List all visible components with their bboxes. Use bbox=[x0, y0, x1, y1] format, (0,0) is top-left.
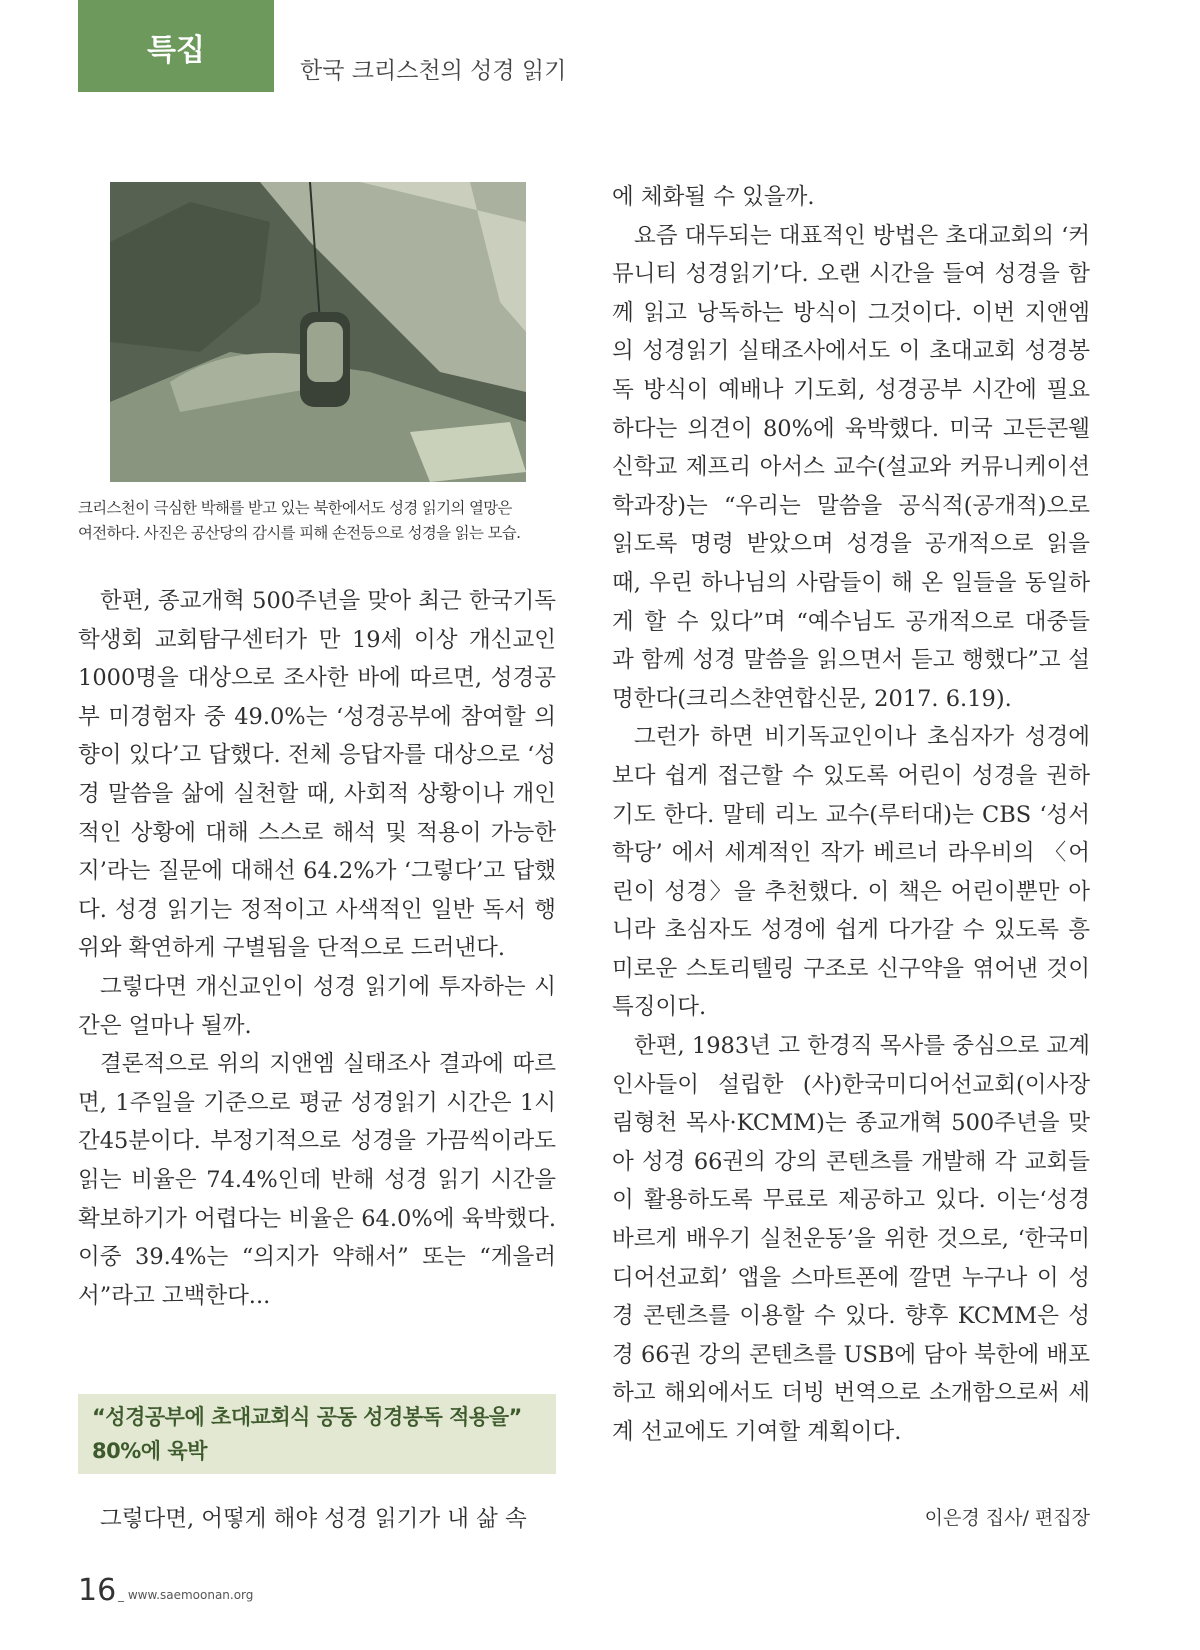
article-right-column bbox=[612, 178, 1090, 1452]
subheading-line: 80%에 육박 bbox=[92, 1439, 207, 1463]
paragraph: 그런가 하면 비기독교인이나 초심자가 성경에 보다 쉽게 접근할 수 있도록 어린이 성경을 권하기도 한다. 말테 리노 교수(루터대)는 CBS ‘성서학당’ 에서 세계적인 작가 베르너 라우비의 〈어린이 성경〉을 추천했다. 이 책은 어린이뿐만 아니라 초심자도 성경에 쉽게 다가갈 수 있도록 흥미로운 스토리텔링 구조로 신구약을 엮어낸 것이 특징이다. bbox=[612, 724, 1090, 1021]
caption-line: 여전하다. 사진은 공산당의 감시를 피해 손전등으로 성경을 읽는 모습. bbox=[78, 524, 521, 542]
photo-flashlight-illustration bbox=[110, 182, 526, 482]
section-title: 한국 크리스천의 성경 읽기 bbox=[300, 58, 567, 84]
article-left-column-continued bbox=[78, 1500, 556, 1539]
footer-url: _ www.saemoonan.org bbox=[118, 1588, 254, 1602]
paragraph: 결론적으로 위의 지앤엠 실태조사 결과에 따르면, 1주일을 기준으로 평균 성경읽기 시간은 1시간45분이다. 부정기적으로 성경을 가끔씩이라도 읽는 비율은 74.4%인데 반해 성경 읽기 시간을 확보하기가 어렵다는 비율은 64.0%에 육박했다. 이중 39.4%는 “의지가 약해서” 또는 “게을러서”라고 고백한다... bbox=[78, 1051, 556, 1309]
paragraph: 에 체화될 수 있을까. bbox=[612, 184, 815, 210]
subheading-line: “성경공부에 초대교회식 공동 성경봉독 적용을” bbox=[92, 1405, 522, 1429]
article-photo bbox=[110, 182, 526, 482]
caption-line: 크리스천이 극심한 박해를 받고 있는 북한에서도 성경 읽기의 열망은 bbox=[78, 499, 512, 517]
section-label: 특집 bbox=[78, 0, 274, 92]
paragraph: 그렇다면 개신교인이 성경 읽기에 투자하는 시간은 얼마나 될까. bbox=[78, 973, 556, 1039]
paragraph: 요즘 대두되는 대표적인 방법은 초대교회의 ‘커뮤니티 성경읽기’다. 오랜 시간을 들여 성경을 함께 읽고 낭독하는 방식이 그것이다. 이번 지앤엠의 성경읽기 실태조사에서도 이 초대교회 성경봉독 방식이 예배나 기도회, 성경공부 시간에 필요하다는 의견이 80%에 육박했다. 미국 고든콘웰 신학교 제프리 아서스 교수(설교와 커뮤니케이션 학과장)는 “우리는 말씀을 공식적(공개적)으로 읽도록 명령 받았으며 성경을 공개적으로 읽을 때, 우린 하나님의 사람들이 해 온 일들을 동일하게 할 수 있다”며 “예수님도 공개적으로 대중들과 함께 성경 말씀을 읽으면서 듣고 행했다”고 설명한다(크리스챤연합신문, 2017. 6.19). bbox=[612, 222, 1090, 712]
paragraph: 그렇다면, 어떻게 해야 성경 읽기가 내 삶 속 bbox=[100, 1506, 527, 1532]
page-number: 16 bbox=[78, 1573, 117, 1608]
subheading-box bbox=[78, 1394, 556, 1474]
paragraph: 한편, 종교개혁 500주년을 맞아 최근 한국기독학생회 교회탐구센터가 만 19세 이상 개신교인 1000명을 대상으로 조사한 바에 따르면, 성경공부 미경험자 중 49.0%는 ‘성경공부에 참여할 의향이 있다’고 답했다. 전체 응답자를 대상으로 ‘성경 말씀을 삶에 실천할 때, 사회적 상황이나 개인적인 상황에 대해 스스로 해석 및 적용이 가능한지’라는 질문에 대해선 64.2%가 ‘그렇다’고 답했다. 성경 읽기는 정적이고 사색적인 일반 독서 행위와 확연하게 구별됨을 단적으로 드러낸다. bbox=[78, 588, 556, 962]
photo-caption bbox=[78, 496, 568, 546]
author-byline: 이은경 집사/ 편집장 bbox=[924, 1507, 1090, 1529]
paragraph: 한편, 1983년 고 한경직 목사를 중심으로 교계 인사들이 설립한 (사)한국미디어선교회(이사장 림형천 목사·KCMM)는 종교개혁 500주년을 맞아 성경 66권의 강의 콘텐츠를 개발해 각 교회들이 활용하도록 무료로 제공하고 있다. 이는‘성경 바르게 배우기 실천운동’을 위한 것으로, ‘한국미디어선교회’ 앱을 스마트폰에 깔면 누구나 이 성경 콘텐츠를 이용할 수 있다. 향후 KCMM은 성경 66권 강의 콘텐츠를 USB에 담아 북한에 배포하고 해외에서도 더빙 번역으로 소개함으로써 세계 선교에도 기여할 계획이다. bbox=[612, 1033, 1090, 1445]
article-left-column bbox=[78, 582, 556, 1315]
